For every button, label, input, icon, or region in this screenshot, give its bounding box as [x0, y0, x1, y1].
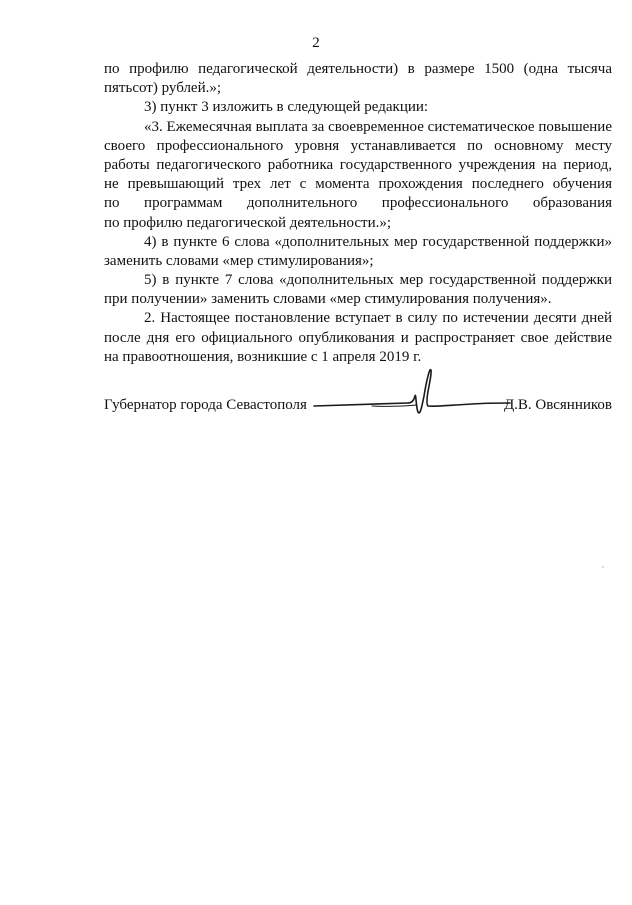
- text-line: после дня его официального опубликования и распространяет свое действие: [104, 329, 612, 346]
- text-line: по профилю педагогической деятельности.»;: [104, 214, 392, 231]
- text-line: по программам дополнительного профессионального образования: [104, 195, 612, 212]
- text-line: на правоотношения, возникшие с 1 апреля 2019 г.: [104, 348, 422, 365]
- text-line: своего профессионального уровня устанавливается по основному месту: [104, 137, 612, 154]
- document-body: [104, 60, 612, 367]
- text-line: 4) в пункте 6 слова «дополнительных мер государственной поддержки»: [144, 233, 612, 250]
- text-line: по профилю педагогической деятельности) в размере 1500 (одна тысяча: [104, 61, 612, 77]
- text-line: 5) в пункте 7 слова «дополнительных мер государственной поддержки: [144, 272, 612, 289]
- text-line: не превышающий трех лет с момента прохождения последнего обучения: [104, 176, 612, 193]
- signer-name: Д.В. Овсянников: [503, 397, 612, 413]
- scan-speck: [602, 566, 604, 568]
- text-line: заменить словами «мер стимулирования»;: [104, 252, 374, 269]
- text-line: 3) пункт 3 изложить в следующей редакции:: [144, 99, 429, 116]
- text-line: при получении» заменить словами «мер стимулирования получения».: [104, 291, 552, 308]
- signature-block: [104, 392, 612, 422]
- text-line: работы педагогического работника государственного учреждения на период,: [104, 156, 612, 173]
- handwritten-signature-icon: [312, 366, 512, 422]
- signer-title: Губернатор города Севастополя: [104, 397, 307, 413]
- page-number: 2: [312, 35, 320, 51]
- text-line: «3. Ежемесячная выплата за своевременное систематическое повышение: [144, 118, 612, 135]
- text-line: пятьсот) рублей.»;: [104, 80, 222, 97]
- text-line: 2. Настоящее постановление вступает в силу по истечении десяти дней: [144, 310, 612, 327]
